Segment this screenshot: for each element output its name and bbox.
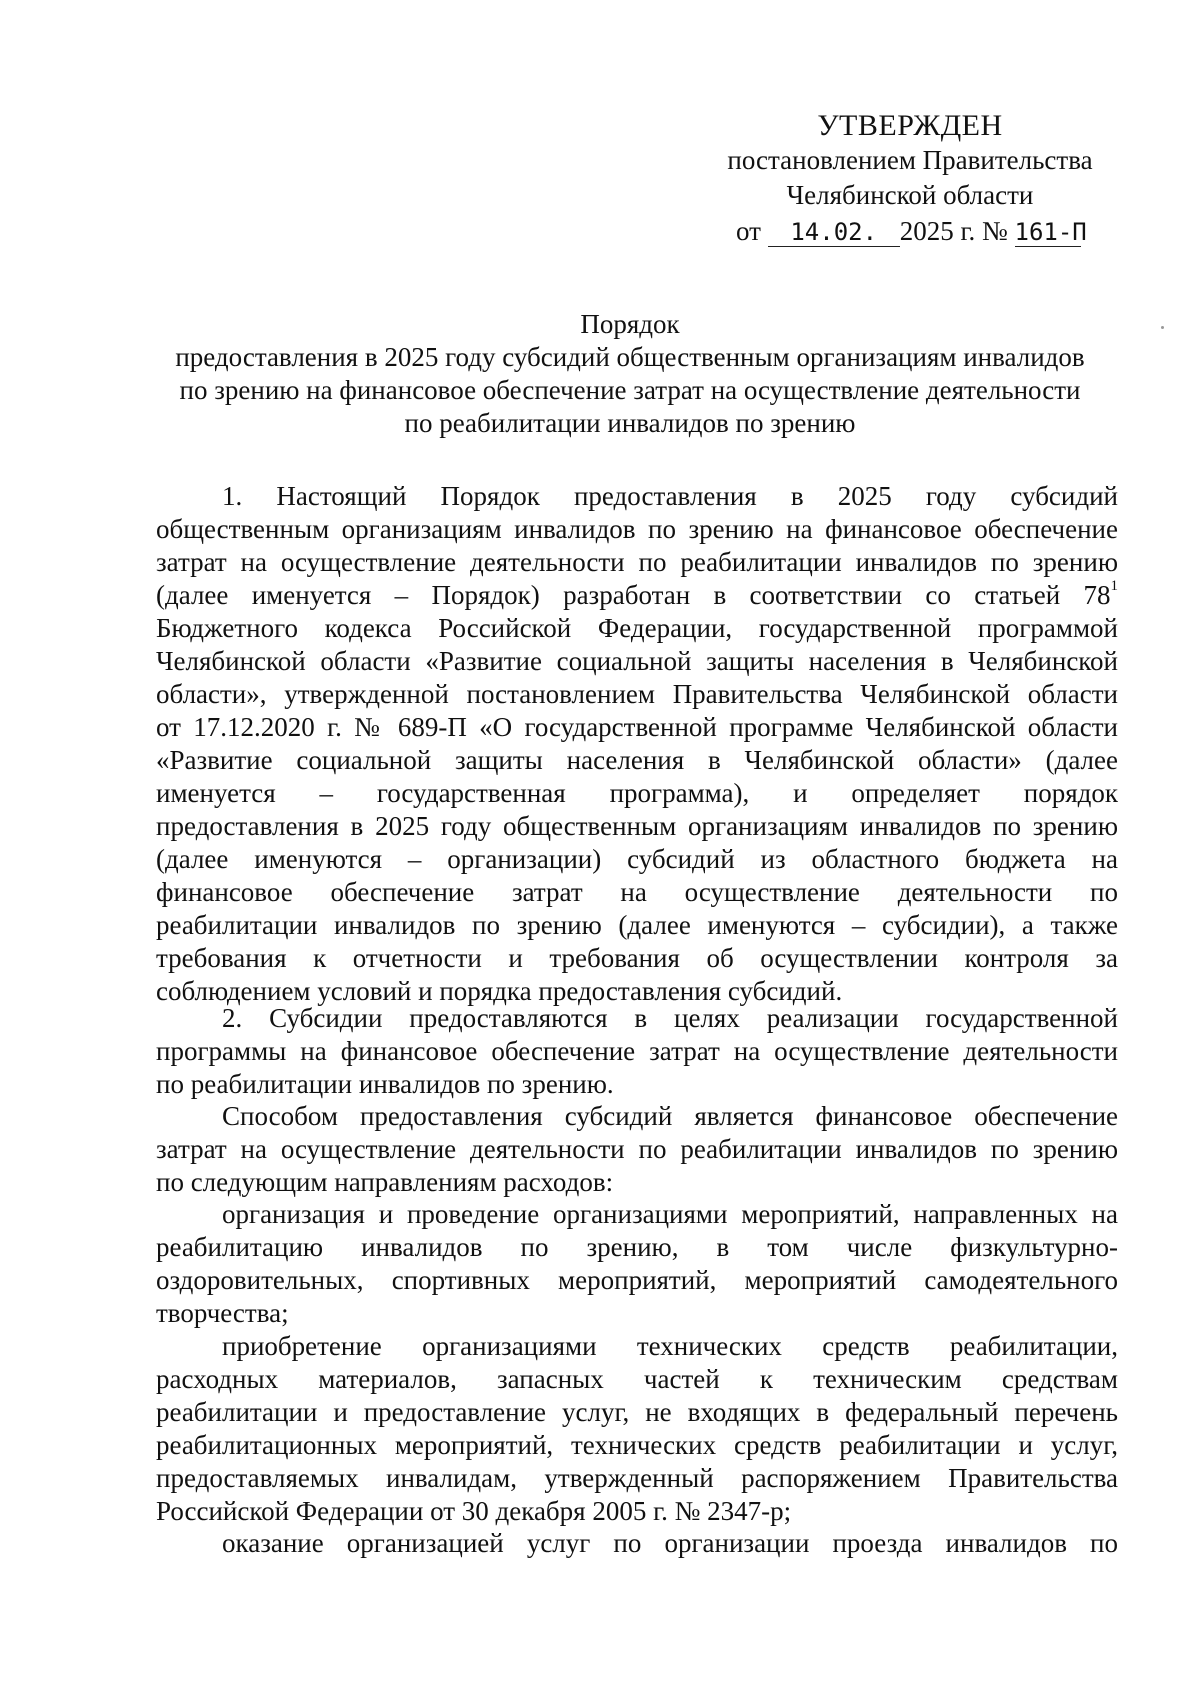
approval-line-2: Челябинской области	[786, 180, 1034, 210]
paragraph-line: именуется – государственная программа), и определяет порядок	[156, 778, 1118, 808]
title-line-3: по реабилитации инвалидов по зрению	[404, 408, 856, 438]
scan-speck	[1161, 326, 1164, 329]
footnote-mark: 1	[1110, 578, 1118, 594]
approval-date-line	[736, 214, 1116, 249]
paragraph-line: «Развитие социальной защиты населения в Челябинской области» (далее	[156, 745, 1118, 775]
paragraph-line: затрат на осуществление деятельности по реабилитации инвалидов по зрению	[156, 1134, 1118, 1164]
approval-year: 2025 г. №	[899, 216, 1008, 246]
paragraph-line: реабилитацию инвалидов по зрению, в том числе физкультурно-	[156, 1232, 1118, 1262]
paragraph-line: 2. Субсидии предоставляются в целях реализации государственной	[222, 1003, 1118, 1033]
paragraph-line: требования к отчетности и требования об осуществлении контроля за	[156, 943, 1118, 973]
paragraph-line: Способом предоставления субсидий является финансовое обеспечение	[222, 1101, 1118, 1131]
paragraph-line: затрат на осуществление деятельности по реабилитации инвалидов по зрению	[156, 547, 1118, 577]
paragraph-line: расходных материалов, запасных частей к техническим средствам	[156, 1364, 1118, 1394]
paragraph-line: творчества;	[156, 1298, 289, 1328]
paragraph-line	[156, 579, 1118, 612]
paragraph-line: Бюджетного кодекса Российской Федерации, государственной программой	[156, 613, 1118, 643]
paragraph-3	[156, 1100, 1118, 1199]
approval-block	[700, 108, 1120, 213]
paragraph-line: общественным организациям инвалидов по зрению на финансовое обеспечение	[156, 514, 1118, 544]
paragraph-line: оказание организацией услуг по организации проезда инвалидов по	[222, 1528, 1118, 1558]
approval-number: 161-П	[1014, 218, 1087, 246]
paragraph-line: оздоровительных, спортивных мероприятий, мероприятий самодеятельного	[156, 1265, 1118, 1295]
paragraph-4	[156, 1198, 1118, 1330]
approval-heading: УТВЕРЖДЕН	[817, 109, 1003, 142]
title-line-1: предоставления в 2025 году субсидий общественным организациям инвалидов	[175, 342, 1085, 372]
title-heading: Порядок	[580, 309, 680, 339]
paragraph-line: по следующим направлениям расходов:	[156, 1167, 614, 1197]
paragraph-line: Российской Федерации от 30 декабря 2005 г. № 2347-р;	[156, 1496, 792, 1526]
paragraph-line-text: (далее именуется – Порядок) разработан в соответствии со статьей 78	[156, 580, 1111, 610]
paragraph-1	[156, 480, 1118, 1008]
paragraph-2	[156, 1002, 1118, 1101]
paragraph-line: предоставления в 2025 году общественным организациям инвалидов по зрению	[156, 811, 1118, 841]
from-label: от	[736, 216, 761, 246]
title-line-2: по зрению на финансовое обеспечение затрат на осуществление деятельности	[179, 375, 1081, 405]
paragraph-line: организация и проведение организациями мероприятий, направленных на	[222, 1199, 1118, 1229]
paragraph-6	[156, 1527, 1118, 1560]
approval-line-1: постановлением Правительства	[727, 145, 1093, 175]
paragraph-line: от 17.12.2020 г. № 689-П «О государственной программе Челябинской области	[156, 712, 1118, 742]
paragraph-line: реабилитационных мероприятий, технических средств реабилитации и услуг,	[156, 1430, 1118, 1460]
paragraph-line: области», утвержденной постановлением Правительства Челябинской области	[156, 679, 1118, 709]
paragraph-5	[156, 1330, 1118, 1528]
paragraph-line: (далее именуются – организации) субсидий из областного бюджета на	[156, 844, 1118, 874]
paragraph-line: Челябинской области «Развитие социальной защиты населения в Челябинской	[156, 646, 1118, 676]
document-title	[140, 308, 1120, 440]
paragraph-line: 1. Настоящий Порядок предоставления в 2025 году субсидий	[222, 481, 1118, 511]
paragraph-line: реабилитации и предоставление услуг, не входящих в федеральный перечень	[156, 1397, 1118, 1427]
paragraph-line: приобретение организациями технических средств реабилитации,	[222, 1331, 1118, 1361]
paragraph-line: реабилитации инвалидов по зрению (далее именуются – субсидии), а также	[156, 910, 1118, 940]
approval-date: 14.02.	[768, 218, 900, 247]
paragraph-line: по реабилитации инвалидов по зрению.	[156, 1069, 614, 1099]
paragraph-line: соблюдением условий и порядка предоставления субсидий.	[156, 976, 843, 1006]
paragraph-line: программы на финансовое обеспечение затрат на осуществление деятельности	[156, 1036, 1118, 1066]
paragraph-line: предоставляемых инвалидам, утвержденный распоряжением Правительства	[156, 1463, 1118, 1493]
paragraph-line: финансовое обеспечение затрат на осуществление деятельности по	[156, 877, 1118, 907]
